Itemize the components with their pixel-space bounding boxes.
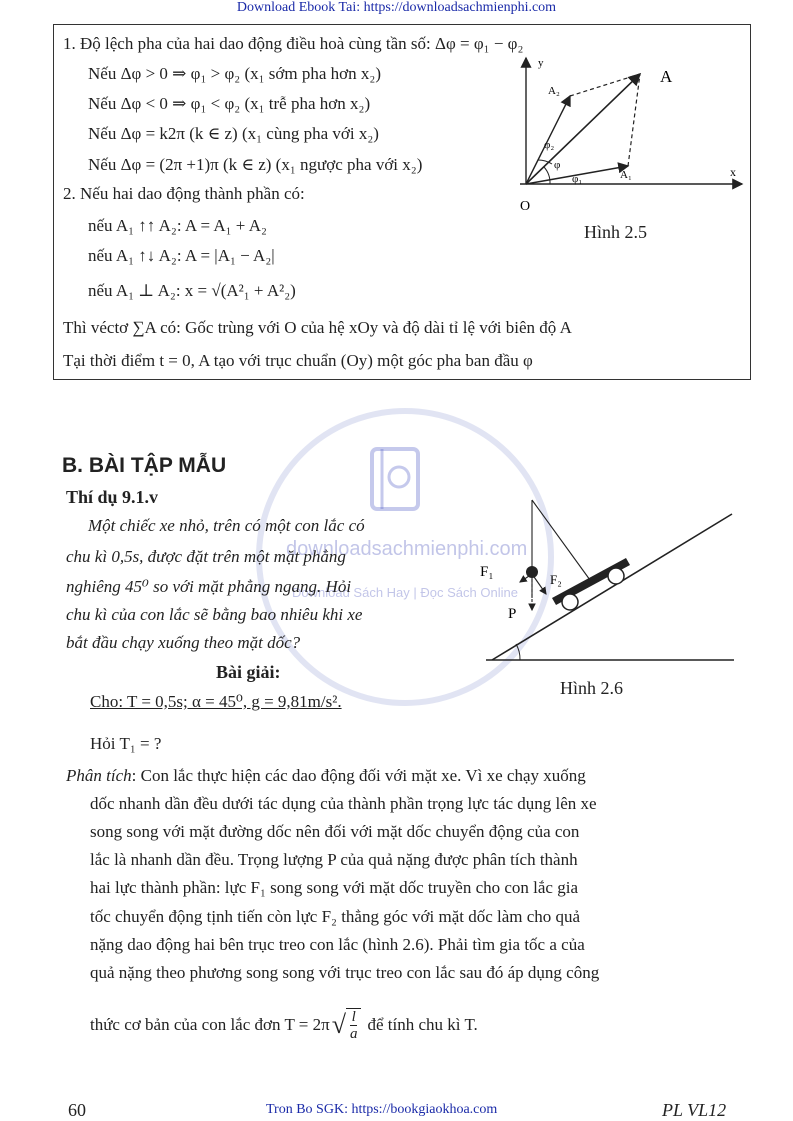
force-F2-arrow <box>532 574 546 594</box>
given-data: Cho: T = 0,5s; α = 45⁰, g = 9,81m/s². <box>90 692 342 711</box>
figure-2-5-caption: Hình 2.5 <box>584 222 647 242</box>
incline-line <box>492 514 732 660</box>
analysis-line-3: song song với mặt đường dốc nên đối với mặt dốc chuyển động của con <box>90 822 580 841</box>
analysis-line-6: tốc chuyển động tịnh tiến còn lực F₂ thẳng góc với mặt dốc làm cho quả <box>90 907 581 926</box>
watermark-book-icon <box>366 445 426 515</box>
label-phi1: φ₁ <box>572 173 583 185</box>
incline-angle-arc <box>516 644 520 660</box>
phase-line-4: Nếu Δφ = (2π +1)π (k ∈ z) (x₁ ngược pha với x₂) <box>88 155 423 174</box>
problem-line-5: bắt đầu chạy xuống theo mặt dốc? <box>66 633 301 652</box>
formula-numerator: l <box>351 1009 356 1025</box>
phase-line-2: Nếu Δφ < 0 ⇒ φ₁ < φ₂ (x₁ trễ pha hơn x₂) <box>88 94 371 113</box>
analysis-line-8: quả nặng theo phương song song với trục treo con lắc sau đó áp dụng công <box>90 963 600 982</box>
label-F1: F₁ <box>480 564 494 580</box>
label-y: y <box>538 57 544 69</box>
analysis-line-7: nặng dao động hai bên trục treo con lắc (hình 2.6). Phải tìm gia tốc a của <box>90 935 585 954</box>
label-F2: F₂ <box>550 572 562 587</box>
formula-sqrt <box>332 1008 362 1042</box>
angle-arc-phi <box>544 167 550 184</box>
figure-2-6-caption: Hình 2.6 <box>560 678 623 698</box>
sqrt-sign: √ <box>331 1010 346 1039</box>
problem-line-2: chu kì 0,5s, được đặt trên một mặt phẳng <box>66 547 346 566</box>
header-download-link[interactable]: Download Ebook Tai: https://downloadsachmienphi.com <box>236 0 557 15</box>
dashed-A1-to-A <box>628 74 640 166</box>
watermark-tagline: Download Sách Hay | Đọc Sách Online <box>292 585 518 600</box>
formula-prefix: thức cơ bản của con lắc đơn T = 2π <box>90 1015 330 1034</box>
example-title: Thí dụ 9.1.v <box>66 487 159 507</box>
watermark-site: downloadsachmienphi.com <box>286 538 528 560</box>
analysis-line-1 <box>66 762 586 791</box>
label-phi2: φ₂ <box>544 139 555 151</box>
phase-line-1: Nếu Δφ > 0 ⇒ φ₁ > φ₂ (x₁ sớm pha hơn x₂) <box>88 64 382 83</box>
analysis-label: Phân tích <box>66 766 132 785</box>
conclusion-line-2: Tại thời điểm t = 0, A tạo với trục chuẩn (Oy) một góc pha ban đầu φ <box>63 351 533 370</box>
item1-title: 1. Độ lệch pha của hai dao động điều hoà cùng tần số: Δφ = φ₁ − φ₂ <box>63 34 524 53</box>
question: Hỏi T₁ = ? <box>90 734 162 753</box>
phase-line-3: Nếu Δφ = k2π (k ∈ z) (x₁ cùng pha với x₂) <box>88 124 379 143</box>
cart-wheel-1 <box>562 594 578 610</box>
label-origin: O <box>520 199 531 214</box>
case-line-3: nếu A₁ ⊥ A₂: x = √(A²₁ + A²₂) <box>88 281 296 300</box>
figure-2-5-vector-diagram <box>510 52 750 222</box>
analysis-line-2: dốc nhanh dần đều dưới tác dụng của thành phần trọng lực tác dụng lên xe <box>90 794 597 813</box>
formula-fraction <box>346 1008 362 1042</box>
cart-wheel-2 <box>608 568 624 584</box>
pendulum-support-2 <box>532 500 590 580</box>
conclusion-line-1: Thì véctơ ∑A có: Gốc trùng với O của hệ xOy và độ dài tỉ lệ với biên độ A <box>63 318 572 337</box>
label-P: P <box>508 606 517 622</box>
solution-title: Bài giải: <box>216 662 281 682</box>
analysis-line-1-text: : Con lắc thực hiện các dao động đối với mặt xe. Vì xe chạy xuống <box>131 766 586 785</box>
analysis-line-4: lắc là nhanh dần đều. Trọng lượng P của quả nặng được phân tích thành <box>90 850 578 869</box>
label-A: A <box>660 67 673 86</box>
page-number: 60 <box>68 1100 86 1120</box>
label-x: x <box>730 165 736 179</box>
problem-line-1: Một chiếc xe nhỏ, trên có một con lắc có <box>88 516 365 535</box>
book-code: PL VL12 <box>662 1100 727 1120</box>
item2-title: 2. Nếu hai dao động thành phần có: <box>63 184 305 203</box>
figure-2-6-incline-diagram <box>480 494 740 670</box>
formula-denominator: a <box>349 1026 358 1042</box>
formula-suffix: để tính chu kì T. <box>367 1015 478 1034</box>
label-phi: φ <box>554 159 561 171</box>
force-F1-arrow <box>520 574 532 582</box>
analysis-line-5: hai lực thành phần: lực F₁ song song với mặt dốc truyền cho con lắc gia <box>90 878 578 897</box>
formula-line <box>90 1008 478 1042</box>
label-A2: A₂ <box>548 85 560 97</box>
case-line-1: nếu A₁ ↑↑ A₂: A = A₁ + A₂ <box>88 216 267 235</box>
section-title: B. BÀI TẬP MẪU <box>62 454 227 477</box>
problem-line-3: nghiêng 45⁰ so với mặt phẳng ngang. Hỏi <box>66 577 352 596</box>
label-A1: A₁ <box>620 169 632 181</box>
footer-sgk-link[interactable]: Tron Bo SGK: https://bookgiaokhoa.com <box>266 1102 498 1117</box>
case-line-2: nếu A₁ ↑↓ A₂: A = |A₁ − A₂| <box>88 246 275 265</box>
problem-line-4: chu kì của con lắc sẽ bằng bao nhiêu khi xe <box>66 605 363 624</box>
